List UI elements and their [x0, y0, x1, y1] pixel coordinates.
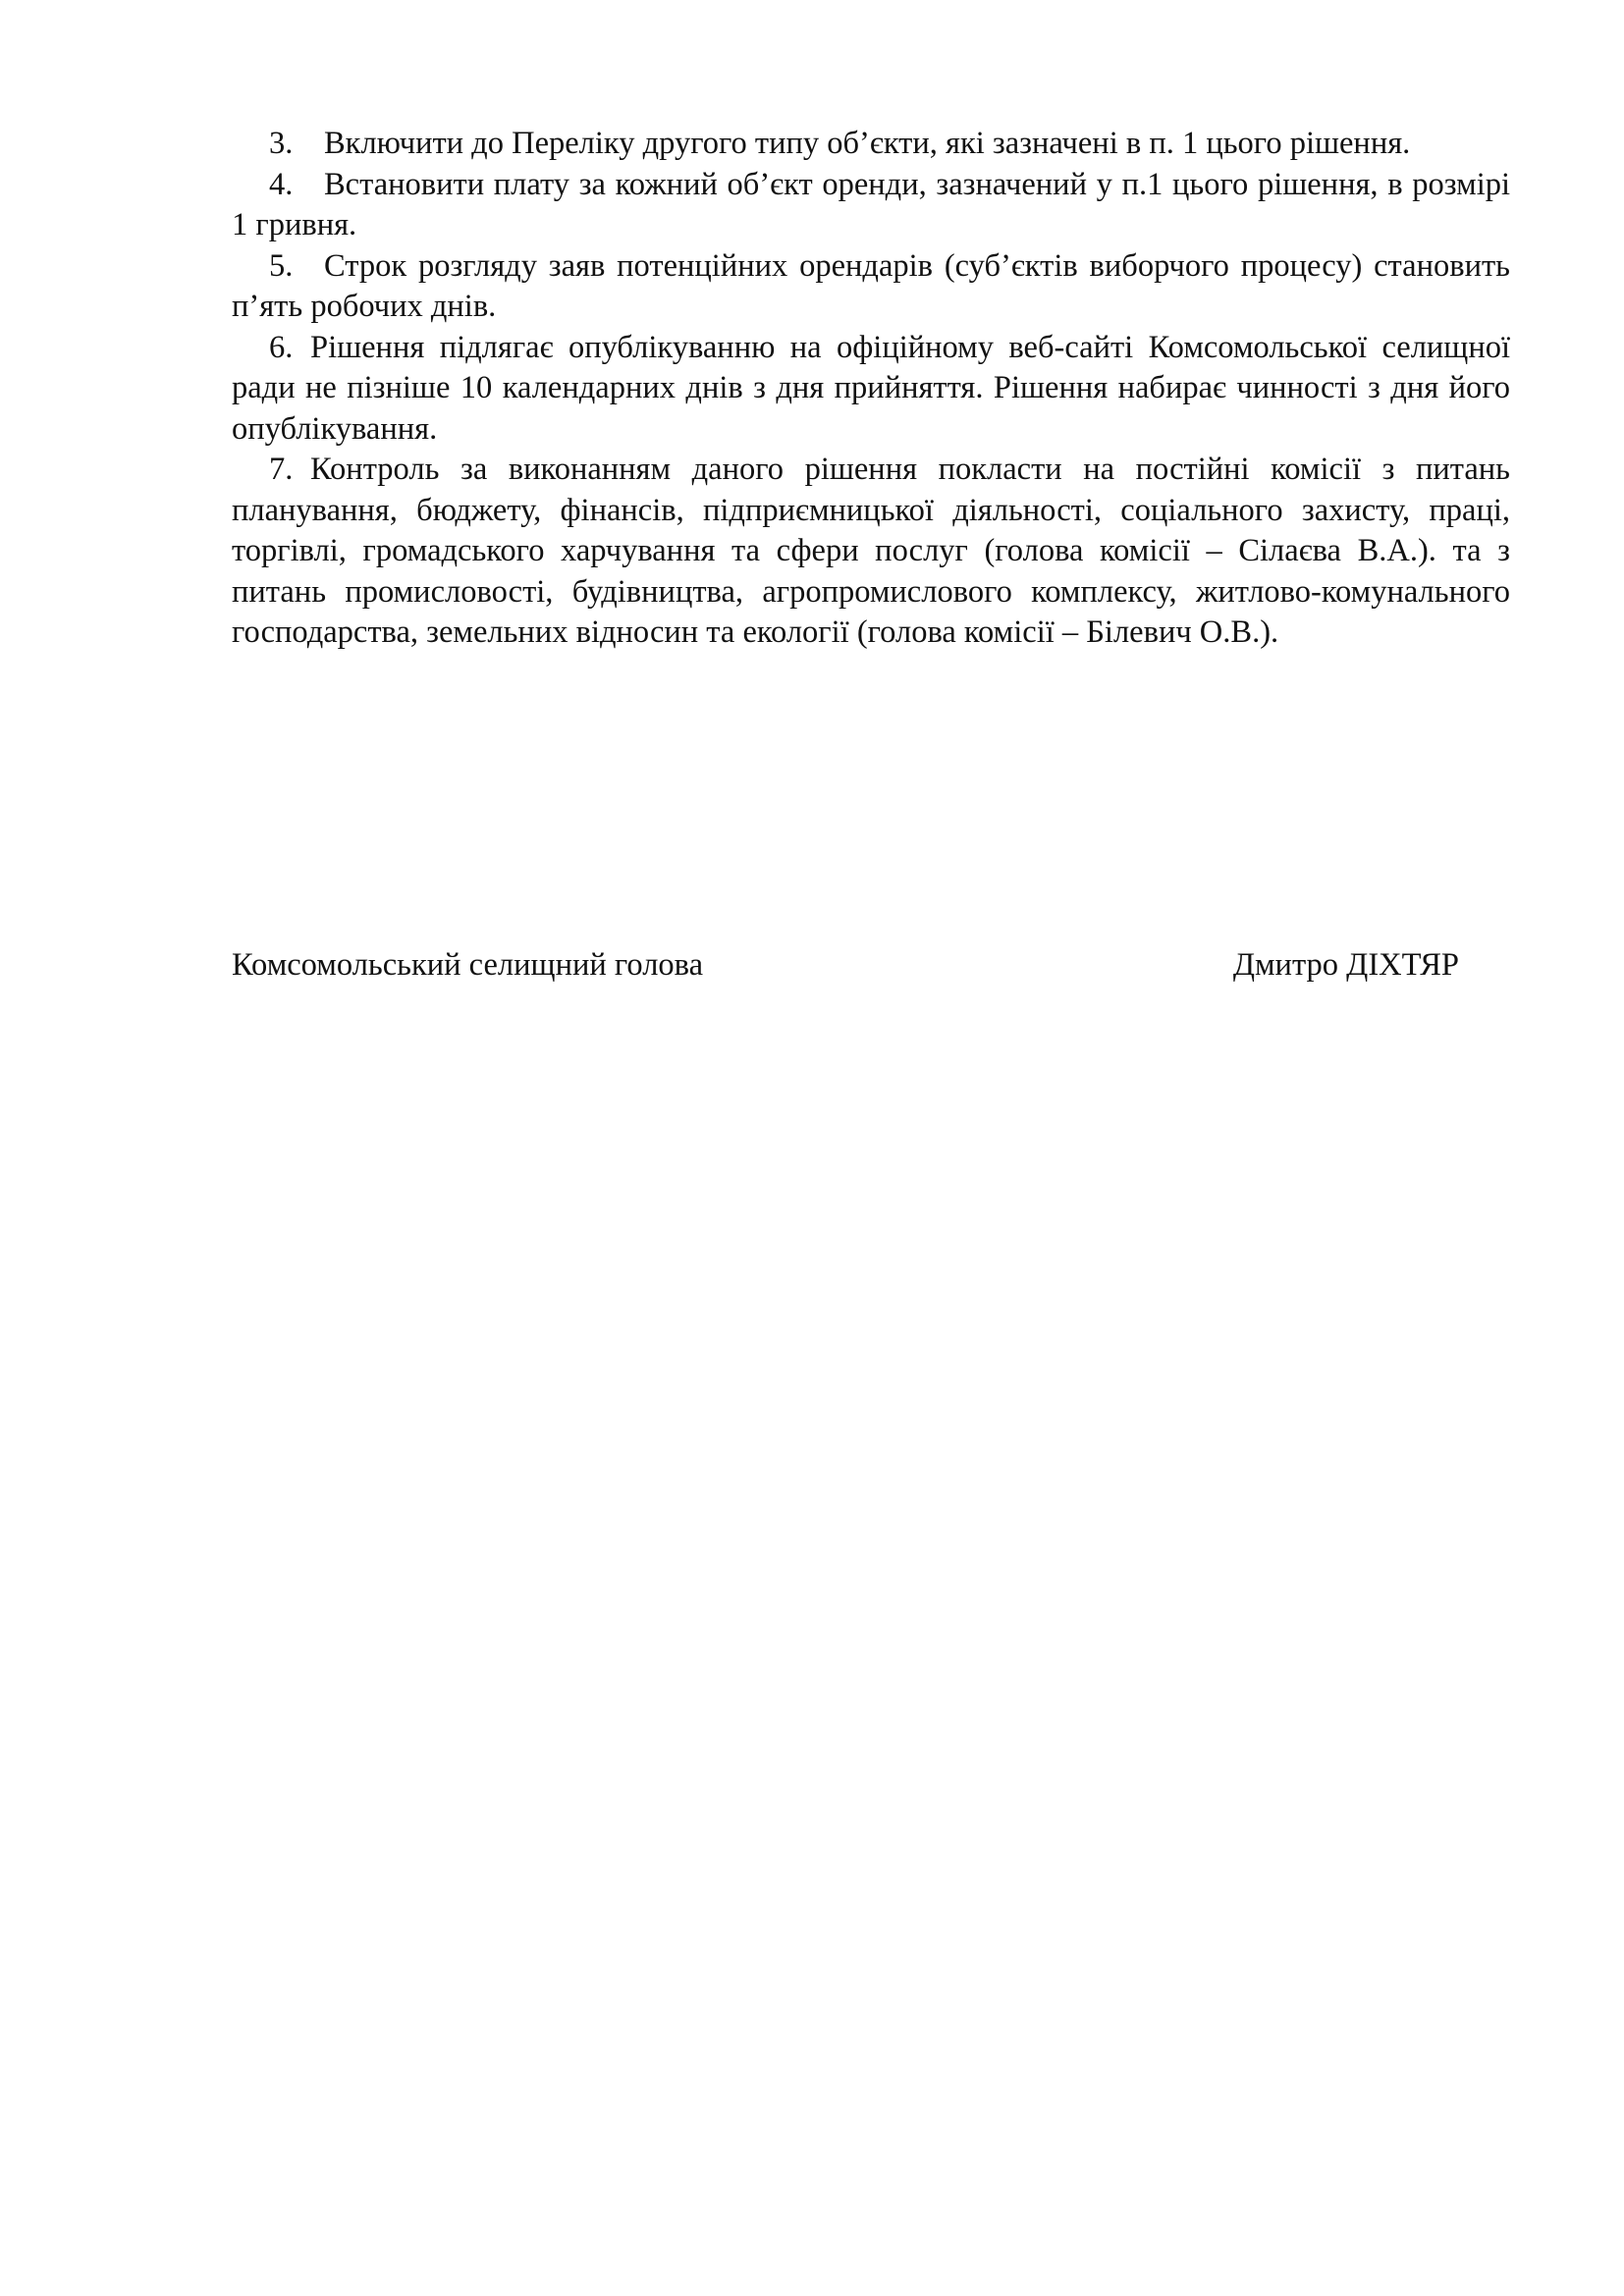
item-text: Контроль за виконанням даного рішення покласти на постійні комісії з питань планування, бюджету, фінансів, підприємницької діяльності, соціального захисту, праці, торгівлі, громадського харчування та сфери послуг (голова комісії – Сілаєва В.А.). та з питань промисловості, будівництва, агропромислового комплексу, житлово-комунального господарства, земельних відносин та екології (голова комісії – Білевич О.В.).	[232, 452, 1510, 650]
document-body	[232, 124, 1510, 654]
item-text: Включити до Переліку другого типу об’єкти, які зазначені в п. 1 цього рішення.	[324, 126, 1411, 161]
list-item	[232, 246, 1510, 328]
item-number: 6.	[269, 329, 294, 365]
signatory-position: Комсомольський селищний голова	[232, 947, 704, 983]
list-item	[232, 450, 1510, 654]
item-text: Встановити плату за кожний об’єкт оренди, зазначений у п.1 цього рішення, в розмірі 1 гривня.	[232, 166, 1510, 242]
item-number: 4.	[269, 166, 294, 202]
item-number: 5.	[269, 247, 294, 284]
signatory-name: Дмитро ДІХТЯР	[1232, 947, 1459, 983]
item-text: Рішення підлягає опублікуванню на офіційному веб-сайті Комсомольської селищної ради не пізніше 10 календарних днів з дня прийняття. Рішення набирає чинності з дня його опублікування.	[232, 329, 1510, 447]
item-number: 7.	[269, 452, 294, 487]
item-number: 3.	[269, 126, 294, 161]
list-item	[232, 165, 1510, 246]
item-text: Строк розгляду заяв потенційних орендарів (суб’єктів виборчого процесу) становить п’ять робочих днів.	[232, 247, 1510, 324]
list-item	[232, 124, 1510, 165]
list-item	[232, 328, 1510, 451]
